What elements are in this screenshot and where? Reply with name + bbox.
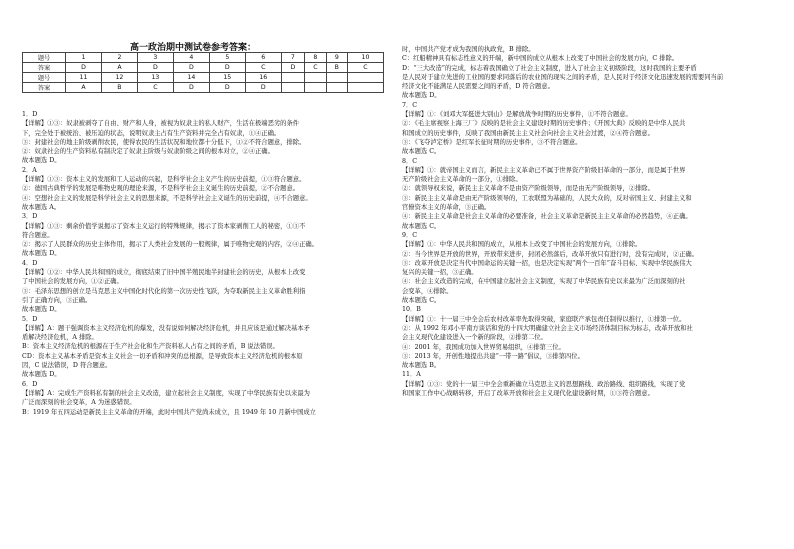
right-column [402, 45, 774, 398]
text-line: 和国成立的历史事件，反映了我国由新民主主义社会向社会主义社会过渡，②④符合题意。 [402, 129, 654, 137]
text-line: 故本题选 A。 [22, 203, 61, 211]
answer-table-cell [347, 73, 383, 83]
text-line: 1．D [22, 111, 38, 118]
answer-table-cell: 6 [245, 53, 281, 63]
answer-table-cell: 9 [326, 53, 347, 63]
answer-table-cell [326, 73, 347, 83]
answer-table-cell: 4 [173, 53, 209, 63]
text-line: 故本题选 C。 [402, 148, 441, 156]
text-line: 【详解】A：题干强调资本主义经济危机的爆发，没有说如何解决经济危机，并且应该是通过解决基本矛 [22, 324, 310, 332]
text-line: 引了正确方向，③正确。 [22, 296, 92, 304]
text-line: 会主义现代化建设进入一个新的阶段，②排第二位。 [402, 334, 547, 342]
text-line: 故本题选 B。 [402, 362, 441, 370]
text-line: 【详解】①③：党的十一届三中全会重新确立马克思主义的思想路线、政治路线、组织路线，实现了党 [402, 380, 686, 388]
answer-table-cell: 14 [173, 73, 209, 83]
text-line: 3．D [22, 213, 38, 221]
answer-table-row [23, 83, 384, 93]
text-line: B：1919 年五四运动是新民主主义革命的开端，此时中国共产党尚未成立，且 1949 年 10 月新中国成立 [22, 408, 316, 416]
text-line: 4．D [22, 259, 38, 267]
text-line: ④：空想社会主义的发展是科学社会主义的思想来源，不是科学社会主义诞生的历史前提，④不合题意。 [22, 194, 312, 202]
text-line: 下，完全处于被统治、被压迫的状态，说明奴隶主占有生产资料并完全占有奴隶，①④正确。 [22, 129, 281, 137]
answer-table-header-cell: 答案 [23, 63, 66, 73]
answer-table-cell [347, 83, 383, 93]
text-line: 【详解】①③：剩余价值学说揭示了资本主义运行的特殊规律，揭示了资本家剥削工人的秘密，①③不 [22, 222, 306, 230]
answer-table-cell: D [173, 83, 209, 93]
text-line: B：资本主义经济危机的根源在于生产社会化和生产资料私人占有之间的矛盾，B 说法错误。 [22, 343, 279, 351]
text-line: 【详解】①：十一届三中全会后农村改革率先取得突破，家庭联产承包责任制得以推行，①排第一位。 [402, 315, 686, 323]
text-line: ②：《毛主席视察上海三厂》反映的是社会主义建设时期的历史事件；《开国大典》反映的是中华人民共 [402, 120, 686, 128]
text-line: ④：新民主主义革命是社会主义革命的必要准备，社会主义革命是新民主主义革命的必然趋势，④正确。 [402, 213, 692, 221]
text-line: 故本题选 D。 [22, 157, 61, 165]
text-line: ③：毛泽东思想的创立是马克思主义中国化时代化的第一次历史性飞跃，为夺取新民主主义革命胜利指 [22, 287, 306, 295]
answer-table-row [23, 63, 384, 73]
answer-table-cell: 7 [281, 53, 304, 63]
text-line: ③：2013 年，开创性地提出共建“一带一路”倡议，③排第四位。 [402, 352, 584, 360]
text-line: ④：2001 年，我国成功加入世界贸易组织，④排第三位。 [402, 343, 565, 351]
answer-table-cell: 13 [137, 73, 173, 83]
text-line: 故本题选 D。 [22, 371, 61, 379]
answer-table-cell: C [245, 63, 281, 73]
answer-table-cell: C [347, 63, 383, 73]
text-line: 5．D [22, 315, 38, 323]
answer-table-cell: D [173, 63, 209, 73]
answer-table-cell: C [137, 83, 173, 93]
answer-table-header-cell: 题号 [23, 73, 66, 83]
text-line: CD：资本主义基本矛盾是资本主义社会一切矛盾和冲突的总根源，是导致资本主义经济危机的根本原 [22, 352, 303, 360]
text-line: 【详解】①③：资本主义的发展和工人运动的兴起，是科学社会主义产生的历史前提，①③符合题意。 [22, 176, 306, 184]
text-line: 【详解】①③：奴隶被剥夺了自由、财产和人身，被视为奴隶主的私人财产，生活在极端恶劣的条件 [22, 120, 300, 128]
answer-table-cell: B [326, 63, 347, 73]
text-line: ③：新民主主义革命是由无产阶级领导的，工农联盟为基础的，人民大众的，反对帝国主义、封建主义和 [402, 194, 692, 202]
text-line: 了中国社会的发展方向，①②正确。 [22, 278, 123, 286]
text-line: 【详解】①：中华人民共和国的成立，从根本上改变了中国社会的发展方向，①排除。 [402, 241, 642, 249]
text-line: ④：社会主义改造的完成，在中国建立起社会主义制度，实现了中华民族有史以来最为广泛而深刻的社 [402, 278, 686, 286]
text-line: ②：德国古典哲学的发展是唯物史观的理论来源，不是科学社会主义诞生的历史前提，②不合题意。 [22, 185, 300, 193]
text-line: 和国家工作中心战略转移，开启了改革开放和社会主义现代化建设新时期，①③符合题意。 [402, 389, 654, 397]
text-line: ②：从 1992 年邓小平南方谈话和党的十四大明确建立社会主义市场经济体制目标为标志，改革开放和社 [402, 324, 693, 332]
text-line: 故本题选 D。 [22, 306, 61, 314]
answer-table-cell: 2 [101, 53, 137, 63]
text-line: 无产阶级社会主义革命的一部分，①排除。 [402, 176, 522, 184]
answer-table-cell [281, 73, 304, 83]
answer-table-header-cell: 答案 [23, 83, 66, 93]
answer-table [22, 52, 384, 93]
text-line: 故本题选 D。 [22, 250, 61, 258]
answer-table-row [23, 73, 384, 83]
answer-table-cell: 15 [209, 73, 245, 83]
answer-table-header-cell: 题号 [23, 53, 66, 63]
text-line: 复兴的关键一招，③正确。 [402, 269, 478, 277]
text-line: 【详解】①②：中华人民共和国的成立，彻底结束了旧中国半殖民地半封建社会的历史，从根本上改变 [22, 269, 306, 277]
answer-table-cell: 16 [245, 73, 281, 83]
answer-table-cell: D [209, 83, 245, 93]
page-title: 高一政治期中测试卷参考答案： [130, 43, 257, 53]
answer-table-cell: A [101, 63, 137, 73]
text-line: D：“三大改造”的完成，标志着我国确立了社会主义制度，进入了社会主义初级阶段，这时我国的主要矛盾 [402, 64, 697, 72]
answer-table-cell: 12 [101, 73, 137, 83]
text-line: 官僚资本主义的革命，③正确。 [402, 204, 491, 212]
text-line: ②：揭示了人民群众的历史主体作用，揭示了人类社会发展的一般规律，属于唯物史观的内容，②④正确。 [22, 241, 318, 249]
answer-table-cell: 10 [347, 53, 383, 63]
answer-table-cell: C [305, 63, 327, 73]
answer-table-cell [326, 83, 347, 93]
text-line: ③：《飞夺泸定桥》是红军长征时期的历史事件，③不符合题意。 [402, 138, 582, 146]
answer-table-cell: D [281, 63, 304, 73]
left-column [22, 110, 384, 417]
answer-table-cell [281, 83, 304, 93]
text-line: 7．C [402, 101, 418, 109]
text-line: 符合题意。 [22, 231, 54, 239]
text-line: 故本题选 C。 [402, 297, 441, 305]
text-line: 故本题选 D。 [402, 92, 441, 100]
answer-table-cell: 8 [305, 53, 327, 63]
text-line: 时，中国共产党才成为我国的执政党，B 排除。 [402, 46, 535, 53]
text-line: 因，C 说法错误，D 符合题意。 [22, 362, 112, 370]
text-line: ③：改革开放是决定当代中国命运的关键一招，也是决定实现“两个一百年”奋斗目标、实现中华民族伟大 [402, 259, 692, 267]
answer-table-cell: D [66, 63, 102, 73]
text-line: ③：封建社会的地主阶级剥削农民，使得农民的生活状况和地位都十分低下，①②不符合题意，排除。 [22, 138, 306, 146]
answer-table-cell [305, 73, 327, 83]
text-line: 【详解】A：完成生产资料私有制的社会主义改造，建立起社会主义制度，实现了中华民族有史以来最为 [22, 389, 310, 397]
text-line: ②：奴隶社会的生产资料私有制决定了奴隶主阶级与奴隶阶级之间的根本对立，②④正确。 [22, 148, 274, 156]
text-line: 盾解决经济危机，A 排除。 [22, 334, 98, 342]
text-line: ②：就领导权来说，新民主主义革命不是由资产阶级领导，而是由无产阶级领导，②排除。 [402, 185, 654, 193]
text-line: 【详解】①：就帝国主义而言，新民主主义革命已不属于世界资产阶级旧革命的一部分，而是属于世界 [402, 166, 686, 174]
text-line: 广泛而深刻的社会变革，A 为迷惑错误。 [22, 399, 136, 407]
text-line: 【详解】①：《刘邓大军挺进大别山》是解放战争时期的历史事件，①不符合题意。 [402, 111, 632, 119]
answer-table-cell: A [66, 83, 102, 93]
text-line: 8．C [402, 157, 418, 165]
text-line: 是人民对于建立先进的工业国的要求同落后的农业国的现实之间的矛盾，是人民对于经济文化迅速发展的需要同当前 [402, 73, 724, 81]
answer-table-cell: D [209, 63, 245, 73]
text-line: 故本题选 C。 [402, 222, 441, 230]
text-line: 10．B [402, 306, 421, 314]
text-line: 会变革，④排除。 [402, 287, 453, 295]
answer-table-cell: 11 [66, 73, 102, 83]
text-line: 经济文化不能满足人民需要之间的矛盾，D 符合题意。 [402, 83, 554, 91]
text-line: 2．A [22, 166, 37, 174]
answer-table-cell: 1 [66, 53, 102, 63]
text-line: 9．C [402, 231, 418, 239]
answer-table-cell: 3 [137, 53, 173, 63]
text-line: 6．D [22, 380, 38, 388]
text-line: C：红船精神具有标志性意义的开端，新中国的成立从根本上改变了中国社会的发展方向，C 排除。 [402, 55, 679, 63]
text-line: 11．A [402, 371, 421, 379]
answer-table-row [23, 53, 384, 63]
answer-table-cell [305, 83, 327, 93]
answer-table-cell: D [245, 83, 281, 93]
answer-table-cell: B [101, 83, 137, 93]
text-line: ②：当今世界是开放的世界，开放带来进步，封闭必然落后，改革开放只有进行时，没有完成时，②正确。 [402, 250, 698, 258]
answer-table-cell: 5 [209, 53, 245, 63]
answer-table-cell: D [137, 63, 173, 73]
